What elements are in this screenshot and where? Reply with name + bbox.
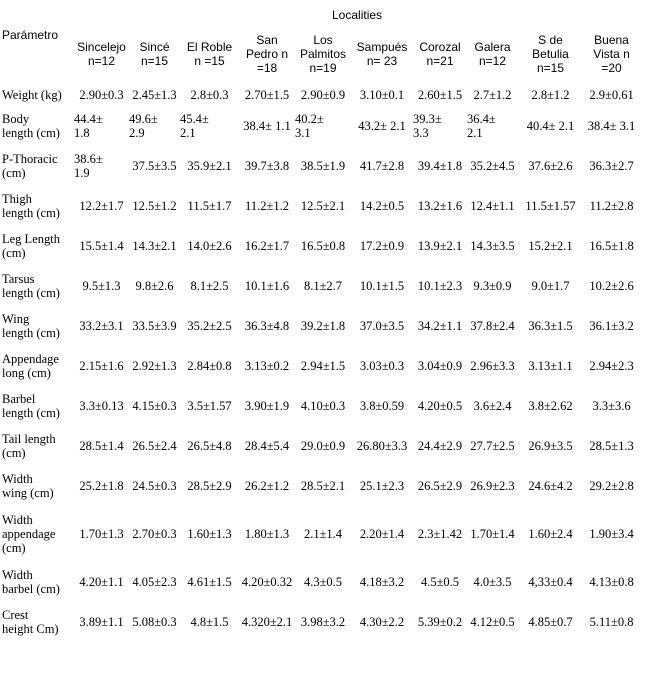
table-row (2, 266, 640, 306)
table-cell: 11.5±1.7 (187, 199, 232, 213)
table-cell: 39.7±3.8 (244, 159, 290, 173)
table-row (2, 346, 640, 386)
table-cell: 4.0±3.5 (473, 575, 512, 589)
column-header: Galera n=12 (474, 40, 511, 68)
header-row-group (2, 6, 640, 24)
table-cell: 5.39±0.2 (417, 615, 463, 629)
table-cell: 39.4±1.8 (417, 159, 463, 173)
table-cell: 2.3±1.42 (417, 527, 463, 541)
table-cell: 12.4±1.1 (470, 199, 515, 213)
table-cell: 44.4± 1.8 (74, 112, 103, 140)
table-cell: 2.84±0.8 (187, 359, 232, 373)
table-cell: 4.85±0.7 (528, 615, 573, 629)
table-cell: 4.8±1.5 (190, 615, 229, 629)
table-cell: 36.3±4.8 (244, 319, 290, 333)
table-cell: 26.5±4.8 (187, 439, 232, 453)
table-row (2, 84, 640, 106)
table-cell: 12.5±2.1 (300, 199, 346, 213)
table-cell: 13.9±2.1 (417, 239, 463, 253)
table-cell: 2.90±0.3 (79, 88, 124, 102)
table-cell: 2.60±1.5 (417, 88, 463, 102)
table-cell: 15.5±1.4 (79, 239, 124, 253)
table-cell: 3.8±0.59 (359, 399, 405, 413)
table-cell: 24.6±4.2 (528, 479, 573, 493)
table-cell: 26.9±2.3 (470, 479, 515, 493)
table-cell: 14.3±3.5 (470, 239, 515, 253)
table-cell: 38.4± 3.1 (587, 119, 636, 133)
row-parameter: Thigh length (cm) (2, 192, 60, 220)
table-cell: 11.2±2.8 (589, 199, 634, 213)
table-cell: 4.12±0.5 (470, 615, 515, 629)
table-cell: 9.5±1.3 (82, 279, 121, 293)
table-cell: 35.2±4.5 (470, 159, 515, 173)
row-parameter: P-Thoracic (cm) (2, 152, 58, 180)
table-cell: 14.3±2.1 (132, 239, 177, 253)
table-cell: 5.08±0.3 (132, 615, 177, 629)
table-cell: 26.5±2.4 (132, 439, 177, 453)
table-row (2, 506, 640, 562)
table-cell: 3.03±0.3 (359, 359, 405, 373)
table-cell: 16.5±1.8 (589, 239, 634, 253)
table-cell: 33.5±3.9 (132, 319, 177, 333)
table-cell: 41.7±2.8 (359, 159, 405, 173)
table-cell: 2.8±1.2 (531, 88, 570, 102)
table-cell: 40.4± 2.1 (526, 119, 575, 133)
table-cell: 1.70±1.3 (79, 527, 124, 541)
table-cell: 3.3±0.13 (79, 399, 124, 413)
table-cell: 8.1±2.7 (303, 279, 343, 293)
table-cell: 28.5±2.9 (187, 479, 232, 493)
table-cell: 40.2± 3.1 (295, 112, 324, 140)
table-cell: 3.90±1.9 (244, 399, 290, 413)
table-cell: 17.2±0.9 (359, 239, 405, 253)
table-cell: 38.5±1.9 (300, 159, 346, 173)
table-cell: 36.4± 2.1 (467, 112, 496, 140)
table-cell: 1.60±2.4 (528, 527, 573, 541)
table-cell: 4.320±2.1 (241, 615, 293, 629)
table-cell: 2.94±1.5 (300, 359, 346, 373)
column-header: Corozal n=21 (419, 40, 461, 68)
table-row (2, 386, 640, 426)
table-row (2, 466, 640, 506)
table-cell: 38.4± 1.1 (243, 119, 291, 133)
morphometrics-table (2, 6, 640, 642)
row-parameter: Tail length (cm) (2, 432, 56, 460)
table-cell: 2.9±0.61 (589, 88, 634, 102)
header-spacer (2, 6, 74, 24)
table-cell: 3.5±1.57 (187, 399, 232, 413)
table-cell: 25.1±2.3 (359, 479, 405, 493)
table-cell: 8.1±2.5 (190, 279, 229, 293)
table-cell: 28.5±1.3 (589, 439, 634, 453)
table-cell: 9.3±0.9 (473, 279, 512, 293)
table-cell: 24.4±2.9 (417, 439, 463, 453)
table-cell: 11.5±1.57 (525, 199, 576, 213)
table-cell: 9.0±1.7 (531, 279, 570, 293)
row-parameter: Body length (cm) (2, 112, 60, 140)
table-cell: 37.5±3.5 (132, 159, 177, 173)
table-cell: 49.6± 2.9 (129, 112, 158, 140)
table-cell: 16.5±0.8 (300, 239, 346, 253)
table-cell: 4.20±1.1 (79, 575, 124, 589)
table-cell: 16.2±1.7 (244, 239, 290, 253)
table-cell: 35.9±2.1 (187, 159, 232, 173)
table-cell: 45.4± 2.1 (180, 112, 209, 140)
table-cell: 2.1±1.4 (303, 527, 343, 541)
table-row (2, 106, 640, 146)
table-cell: 15.2±2.1 (528, 239, 573, 253)
column-header: Sampués n= 23 (356, 40, 408, 68)
table-cell: 2.96±3.3 (470, 359, 515, 373)
table-cell: 36.3±1.5 (528, 319, 573, 333)
table-cell: 36.1±3.2 (589, 319, 634, 333)
table-cell: 10.2±2.6 (589, 279, 634, 293)
table-cell: 34.2±1.1 (417, 319, 463, 333)
table-cell: 2.8±0.3 (190, 88, 229, 102)
table-cell: 38.6± 1.9 (74, 152, 103, 180)
table-cell: 2.70±0.3 (132, 527, 177, 541)
table-cell: 12.5±1.2 (132, 199, 177, 213)
table-cell: 1.80±1.3 (244, 527, 290, 541)
table-cell: 4.15±0.3 (132, 399, 177, 413)
table-cell: 27.7±2.5 (470, 439, 515, 453)
table-cell: 10.1±1.6 (244, 279, 290, 293)
table-cell: 26.9±3.5 (528, 439, 573, 453)
table-cell: 36.3±2.7 (589, 159, 634, 173)
table-row (2, 186, 640, 226)
table-cell: 4,33±0.4 (528, 575, 573, 589)
table-cell: 2.7±1.2 (473, 88, 512, 102)
table-cell: 25.2±1.8 (79, 479, 124, 493)
row-parameter: Tarsus length (cm) (2, 272, 60, 300)
column-header: San Pedro n =18 (245, 33, 289, 75)
localities-header: Localities (332, 8, 383, 22)
table-cell: 29.2±2.8 (589, 479, 634, 493)
param-header: Parámetro (2, 28, 59, 42)
table-cell: 3.8±2.62 (528, 399, 573, 413)
table-cell: 4.18±3.2 (359, 575, 405, 589)
table-cell: 2.20±1.4 (359, 527, 405, 541)
table-cell: 2.92±1.3 (132, 359, 177, 373)
table-cell: 39.2±1.8 (300, 319, 346, 333)
table-cell: 1.60±1.3 (187, 527, 232, 541)
table-cell: 37.0±3.5 (359, 319, 405, 333)
table-cell: 9.8±2.6 (135, 279, 174, 293)
table-cell: 3.13±1.1 (528, 359, 573, 373)
table-cell: 26.80±3.3 (356, 439, 408, 453)
table-cell: 12.2±1.7 (79, 199, 124, 213)
table-cell: 14.2±0.5 (359, 199, 405, 213)
table-cell: 3.89±1.1 (79, 615, 124, 629)
table-cell: 37.6±2.6 (528, 159, 573, 173)
column-header: Sincé n=15 (139, 40, 170, 68)
table-row (2, 602, 640, 642)
table-row (2, 562, 640, 602)
table-cell: 3.13±0.2 (244, 359, 290, 373)
table-cell: 10.1±2.3 (417, 279, 463, 293)
table-cell: 3.6±2.4 (473, 399, 512, 413)
table-cell: 28.4±5.4 (244, 439, 290, 453)
table-cell: 2.70±1.5 (244, 88, 290, 102)
table-cell: 28.5±1.4 (79, 439, 124, 453)
row-parameter: Leg Length (cm) (2, 232, 60, 260)
table-cell: 2.94±2.3 (589, 359, 634, 373)
table-cell: 24.5±0.3 (132, 479, 177, 493)
table-row (2, 226, 640, 266)
table-cell: 28.5±2.1 (300, 479, 346, 493)
table-cell: 11.2±1.2 (245, 199, 289, 213)
table-cell: 1.70±1.4 (470, 527, 515, 541)
table-cell: 1.90±3.4 (589, 527, 634, 541)
column-header: Sincelejo n=12 (77, 40, 126, 68)
table-cell: 3.10±0.1 (359, 88, 405, 102)
table-cell: 4.05±2.3 (132, 575, 177, 589)
table-cell: 4.20±0.5 (417, 399, 463, 413)
header-row-columns (2, 24, 640, 84)
table-cell: 26.2±1.2 (244, 479, 290, 493)
table-cell: 2.15±1.6 (79, 359, 124, 373)
table-row (2, 426, 640, 466)
table-cell: 3.3±3.6 (592, 399, 631, 413)
row-parameter: Wing length (cm) (2, 312, 60, 340)
table-body (2, 84, 640, 642)
row-parameter: Width barbel (cm) (2, 568, 60, 596)
table-cell: 4.10±0.3 (300, 399, 346, 413)
column-header: Los Palmitos n=19 (299, 33, 346, 75)
table-cell: 4.3±0.5 (303, 575, 343, 589)
table-cell: 39.3± 3.3 (413, 112, 442, 140)
table-cell: 29.0±0.9 (300, 439, 346, 453)
table-row (2, 146, 640, 186)
table-cell: 4.61±1.5 (187, 575, 232, 589)
table-cell: 26.5±2.9 (417, 479, 463, 493)
table-cell: 4.20±0.32 (241, 575, 293, 589)
table-cell: 43.2± 2.1 (358, 119, 406, 133)
column-header: S de Betulia n=15 (532, 33, 569, 75)
row-parameter: Appendage long (cm) (2, 352, 59, 380)
row-parameter: Width wing (cm) (2, 472, 54, 500)
table-cell: 4.30±2.2 (359, 615, 405, 629)
table-cell: 35.2±2.5 (187, 319, 232, 333)
table-cell: 2.90±0.9 (300, 88, 346, 102)
table-cell: 37.8±2.4 (470, 319, 515, 333)
row-parameter: Crest height Cm) (2, 608, 59, 636)
table-cell: 3.98±3.2 (300, 615, 346, 629)
column-header: Buena Vista n =20 (593, 33, 630, 75)
table-row (2, 306, 640, 346)
table-cell: 4.5±0.5 (420, 575, 460, 589)
table-cell: 3.04±0.9 (417, 359, 463, 373)
table-cell: 10.1±1.5 (359, 279, 405, 293)
row-parameter: Weight (kg) (2, 88, 62, 102)
table-cell: 33.2±3.1 (79, 319, 124, 333)
column-header: El Roble n =15 (186, 40, 233, 68)
row-parameter: Width appendage (cm) (2, 513, 56, 555)
table-cell: 2.45±1.3 (132, 88, 177, 102)
table-cell: 4.13±0.8 (589, 575, 634, 589)
row-parameter: Barbel length (cm) (2, 392, 60, 420)
table-cell: 13.2±1.6 (417, 199, 463, 213)
table-cell: 14.0±2.6 (187, 239, 232, 253)
table-cell: 5.11±0.8 (589, 615, 634, 629)
